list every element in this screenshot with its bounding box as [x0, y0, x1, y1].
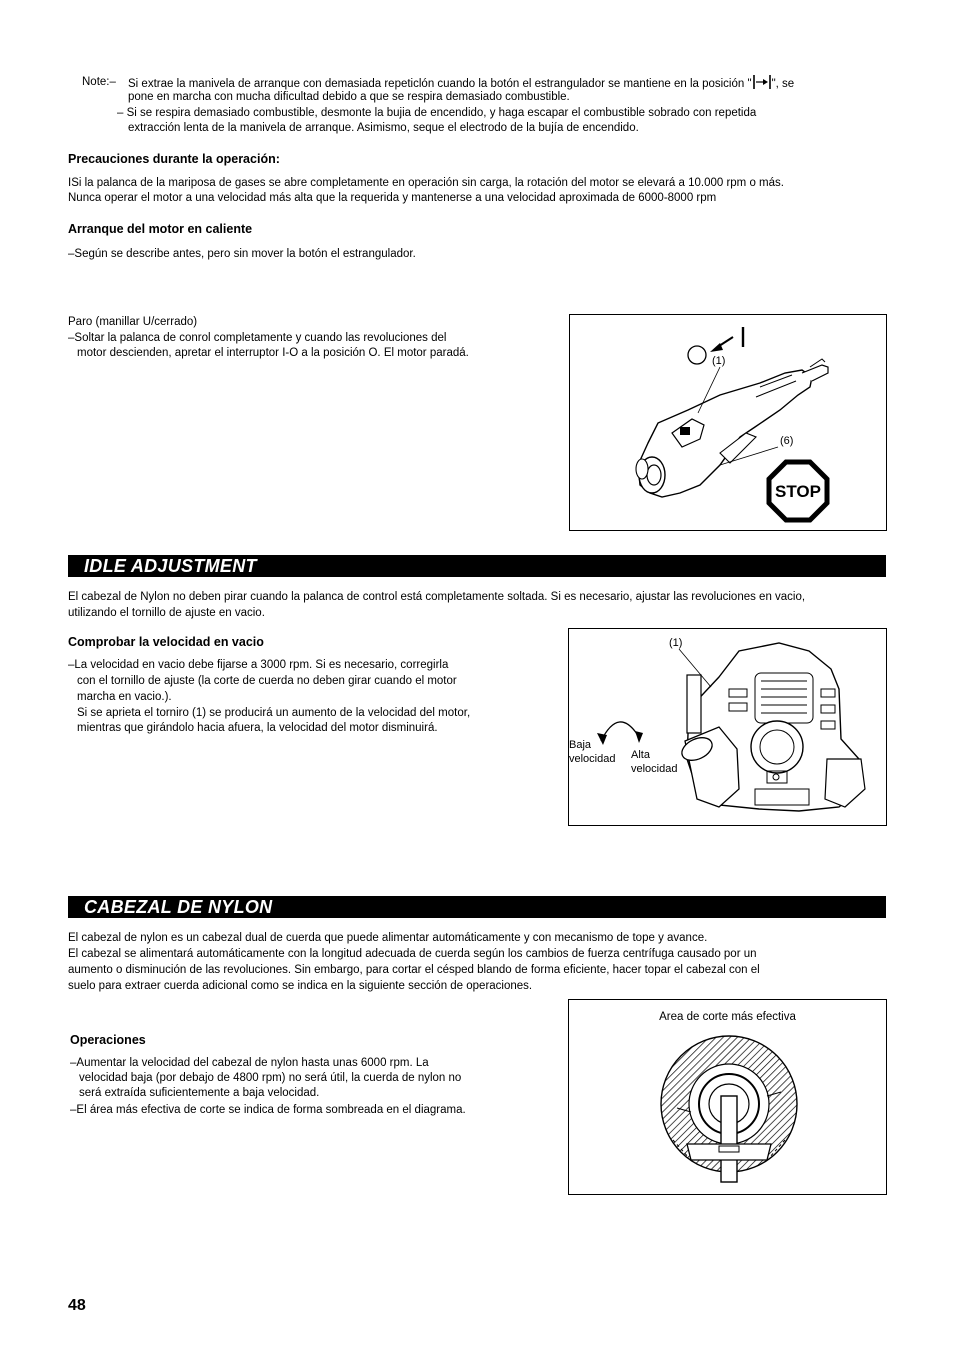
operaciones-heading: Operaciones	[70, 1033, 146, 1047]
engine-drawing	[569, 629, 886, 825]
handle-label-6: (6)	[780, 435, 794, 447]
baja-label-1: Baja	[569, 739, 592, 751]
idle-heading: Comprobar la velocidad en vacio	[68, 635, 264, 649]
note-line-2: pone en marcha con mucha dificultad debido a que se respira demasiado combustible.	[128, 91, 570, 103]
idle-adjustment-title: IDLE ADJUSTMENT	[84, 556, 257, 576]
idle-line-4: Si se aprieta el torniro (1) se producirá un aumento de la velocidad del motor,	[77, 707, 471, 719]
engine-label-1: (1)	[669, 637, 683, 649]
cutting-head-drawing	[569, 1000, 886, 1194]
paro-line-1: Paro (manillar U/cerrado)	[68, 316, 198, 328]
precauciones-line-1: ISi la palanca de la mariposa de gases se abre completamente en operación sin carga, la rotación del motor se elevará a 10.000 rpm o más.	[68, 177, 784, 189]
cutting-area-figure	[568, 999, 887, 1195]
idle-adjustment-bar	[68, 555, 886, 577]
nylon-title: CABEZAL DE NYLON	[84, 897, 273, 917]
idle-line-3: marcha en vacio.).	[77, 691, 172, 703]
idle-line-2: con el tornillo de ajuste (la corte de cuerda no deben girar cuando el motor	[77, 675, 457, 687]
handle-drawing	[570, 315, 886, 530]
nylon-p3: aumento o disminución de las revoluciones. Sin embargo, para cortar el césped blando de forma eficiente, hacer topar el cabezal con el	[68, 964, 760, 976]
idle-intro-2: utilizando el tornillo de ajuste en vacio.	[68, 607, 265, 619]
nylon-bar	[68, 896, 886, 918]
operaciones-line-2: velocidad baja (por debajo de 4800 rpm) no será útil, la cuerda de nylon no	[79, 1072, 462, 1084]
caliente-line-1: –Según se describe antes, pero sin mover la botón el estrangulador.	[68, 248, 416, 260]
alta-label-2: velocidad	[631, 763, 678, 775]
handle-label-1: (1)	[712, 355, 726, 367]
nylon-p4: suelo para extraer cuerda adicional como se indica en la siguiente sección de operaciones.	[68, 980, 533, 992]
nylon-p2: El cabezal se alimentará automáticamente con la longitud adecuada de cuerda según los cambios de fuerza centrífuga causado por un	[68, 948, 757, 960]
note-label: Note:–	[82, 76, 116, 88]
precauciones-line-2: Nunca operar el motor a una velocidad más alta que la requerida y mantenerse a una velocidad aproximada de 6000-8000 rpm	[68, 192, 717, 204]
stop-sign-label: STOP	[775, 482, 821, 501]
engine-figure	[568, 628, 887, 826]
paro-line-3: motor descienden, apretar el interruptor I-O a la posición O. El motor paradá.	[77, 347, 469, 359]
choke-symbol-icon	[752, 74, 772, 90]
precauciones-heading: Precauciones durante la operación:	[68, 152, 280, 166]
idle-line-5: mientras que girándolo hacia afuera, la velocidad del motor disminuirá.	[77, 722, 438, 734]
baja-label-2: velocidad	[569, 753, 616, 765]
paro-line-2: –Soltar la palanca de conrol completamente y cuando las revoluciones del	[68, 332, 447, 344]
alta-label-1: Alta	[631, 749, 650, 761]
idle-intro-1: El cabezal de Nylon no deben pirar cuando la palanca de control está completamente soltada. Si es necesario, ajustar las revoluciones en vacio,	[68, 591, 806, 603]
caliente-heading: Arranque del motor en caliente	[68, 222, 253, 236]
nylon-p1: El cabezal de nylon es un cabezal dual de cuerda que puede alimentar automáticamente y con mecanismo de tope y avance.	[68, 932, 708, 944]
operaciones-line-4: –El área más efectiva de corte se indica de forma sombreada en el diagrama.	[70, 1104, 466, 1116]
handle-stop-figure	[569, 314, 887, 531]
operaciones-line-1: –Aumentar la velocidad del cabezal de nylon hasta unas 6000 rpm. La	[70, 1057, 429, 1069]
note-line-4: extracción lenta de la manivela de arranque. Asimismo, seque el electrodo de la bujía de encendido.	[128, 122, 639, 134]
cutting-area-caption: Area de corte más efectiva	[659, 1011, 796, 1023]
page-number: 48	[68, 1297, 86, 1314]
operaciones-line-3: será extraída suficientemente a baja velocidad.	[79, 1087, 320, 1099]
note-line-1b: ", se	[771, 78, 795, 90]
idle-line-1: –La velocidad en vacio debe fijarse a 3000 rpm. Si es necesario, corregirla	[68, 659, 449, 671]
note-line-3: – Si se respira demasiado combustible, desmonte la bujia de encendido, y haga escapar el combustible sobrado con repetida	[117, 107, 757, 119]
note-line-1a: Si extrae la manivela de arranque con demasiada repeticlón cuando la botón el estrangulador se mantiene en la posición "	[128, 78, 752, 90]
